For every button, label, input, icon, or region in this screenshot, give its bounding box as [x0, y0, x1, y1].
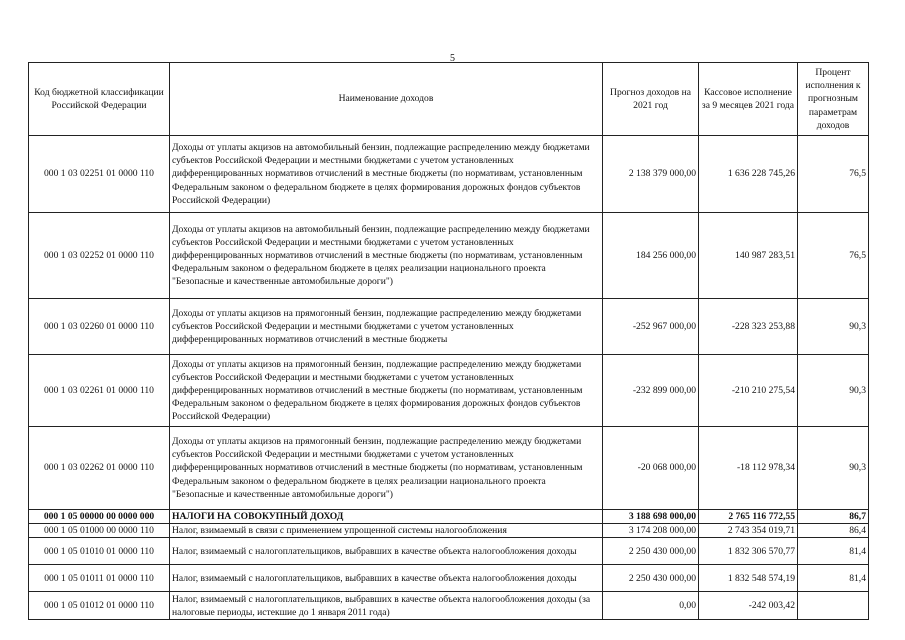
table-row-total: [29, 510, 869, 524]
revenue-table: [28, 62, 869, 620]
row-forecast: 3 174 208 000,00: [603, 524, 699, 538]
row-code: 000 1 05 00000 00 0000 000: [29, 510, 170, 524]
table-row: [29, 299, 869, 355]
row-name: Налог, взимаемый в связи с применением упрощенной системы налогообложения: [170, 524, 603, 538]
row-forecast: 2 250 430 000,00: [603, 538, 699, 565]
header-name: Наименование доходов: [170, 63, 603, 136]
row-forecast: 0,00: [603, 592, 699, 620]
row-percent: 81,4: [798, 538, 869, 565]
row-forecast: -20 068 000,00: [603, 427, 699, 510]
header-forecast: Прогноз доходов на 2021 год: [603, 63, 699, 136]
row-name: Доходы от уплаты акцизов на прямогонный бензин, подлежащие распределению между бюджетами субъектов Российской Федерации и местными бюджетами с учетом установленных дифференцированных нормативов отчислений в местные бюджеты (по нормативам, установленным Федеральным законом о федеральном бюджете в целях формирования дорожных фондов субъектов Российской Федерации): [170, 355, 603, 427]
row-forecast: 184 256 000,00: [603, 213, 699, 299]
row-name: Доходы от уплаты акцизов на автомобильный бензин, подлежащие распределению между бюджетами субъектов Российской Федерации и местными бюджетами с учетом установленных дифференцированных нормативов отчислений в местные бюджеты (по нормативам, установленным Федеральным законом о федеральном бюджете в целях формирования дорожных фондов субъектов Российской Федерации): [170, 136, 603, 213]
row-percent: 76,5: [798, 213, 869, 299]
row-actual: -228 323 253,88: [699, 299, 798, 355]
row-actual: 140 987 283,51: [699, 213, 798, 299]
row-name: Налог, взимаемый с налогоплательщиков, выбравших в качестве объекта налогообложения доходы: [170, 538, 603, 565]
row-forecast: -232 899 000,00: [603, 355, 699, 427]
row-name: НАЛОГИ НА СОВОКУПНЫЙ ДОХОД: [170, 510, 603, 524]
row-actual: 1 832 548 574,19: [699, 565, 798, 592]
row-actual: 2 743 354 019,71: [699, 524, 798, 538]
row-forecast: 2 250 430 000,00: [603, 565, 699, 592]
row-name: Налог, взимаемый с налогоплательщиков, выбравших в качестве объекта налогообложения доходы (за налоговые периоды, истекшие до 1 января 2011 года): [170, 592, 603, 620]
row-code: 000 1 03 02260 01 0000 110: [29, 299, 170, 355]
row-percent: 81,4: [798, 565, 869, 592]
row-percent: 86,7: [798, 510, 869, 524]
table-row: [29, 565, 869, 592]
row-percent: 76,5: [798, 136, 869, 213]
row-code: 000 1 03 02261 01 0000 110: [29, 355, 170, 427]
row-code: 000 1 03 02262 01 0000 110: [29, 427, 170, 510]
row-forecast: 2 138 379 000,00: [603, 136, 699, 213]
page-number: 5: [450, 53, 455, 64]
row-name: Доходы от уплаты акцизов на прямогонный бензин, подлежащие распределению между бюджетами субъектов Российской Федерации и местными бюджетами с учетом установленных дифференцированных нормативов отчислений в местные бюджеты (по нормативам, установленным Федеральным законом о федеральном бюджете в целях реализации национального проекта "Безопасные и качественные автомобильные дороги"): [170, 427, 603, 510]
table-row: [29, 213, 869, 299]
row-percent: [798, 592, 869, 620]
row-actual: 1 832 306 570,77: [699, 538, 798, 565]
row-name: Доходы от уплаты акцизов на прямогонный бензин, подлежащие распределению между бюджетами субъектов Российской Федерации и местными бюджетами с учетом установленных дифференцированных нормативов отчислений в местные бюджеты: [170, 299, 603, 355]
row-actual: -242 003,42: [699, 592, 798, 620]
header-code: Код бюджетной классификации Российской Федерации: [29, 63, 170, 136]
table-row: [29, 524, 869, 538]
row-actual: 1 636 228 745,26: [699, 136, 798, 213]
row-percent: 90,3: [798, 355, 869, 427]
row-code: 000 1 05 01010 01 0000 110: [29, 538, 170, 565]
row-actual: 2 765 116 772,55: [699, 510, 798, 524]
header-actual: Кассовое исполнение за 9 месяцев 2021 года: [699, 63, 798, 136]
row-code: 000 1 05 01011 01 0000 110: [29, 565, 170, 592]
row-forecast: 3 188 698 000,00: [603, 510, 699, 524]
table-row: [29, 592, 869, 620]
table-row: [29, 136, 869, 213]
row-code: 000 1 03 02251 01 0000 110: [29, 136, 170, 213]
table-row: [29, 538, 869, 565]
row-name: Налог, взимаемый с налогоплательщиков, выбравших в качестве объекта налогообложения доходы: [170, 565, 603, 592]
row-code: 000 1 05 01012 01 0000 110: [29, 592, 170, 620]
row-percent: 90,3: [798, 427, 869, 510]
row-code: 000 1 03 02252 01 0000 110: [29, 213, 170, 299]
row-percent: 90,3: [798, 299, 869, 355]
row-code: 000 1 05 01000 00 0000 110: [29, 524, 170, 538]
row-actual: -18 112 978,34: [699, 427, 798, 510]
header-percent: Процент исполнения к прогнозным параметрам доходов: [798, 63, 869, 136]
row-actual: -210 210 275,54: [699, 355, 798, 427]
row-forecast: -252 967 000,00: [603, 299, 699, 355]
row-percent: 86,4: [798, 524, 869, 538]
table-header-row: [29, 63, 869, 136]
table-row: [29, 427, 869, 510]
table-row: [29, 355, 869, 427]
row-name: Доходы от уплаты акцизов на автомобильный бензин, подлежащие распределению между бюджетами субъектов Российской Федерации и местными бюджетами с учетом установленных дифференцированных нормативов отчислений в местные бюджеты (по нормативам, установленным Федеральным законом о федеральном бюджете в целях реализации национального проекта "Безопасные и качественные автомобильные дороги"): [170, 213, 603, 299]
